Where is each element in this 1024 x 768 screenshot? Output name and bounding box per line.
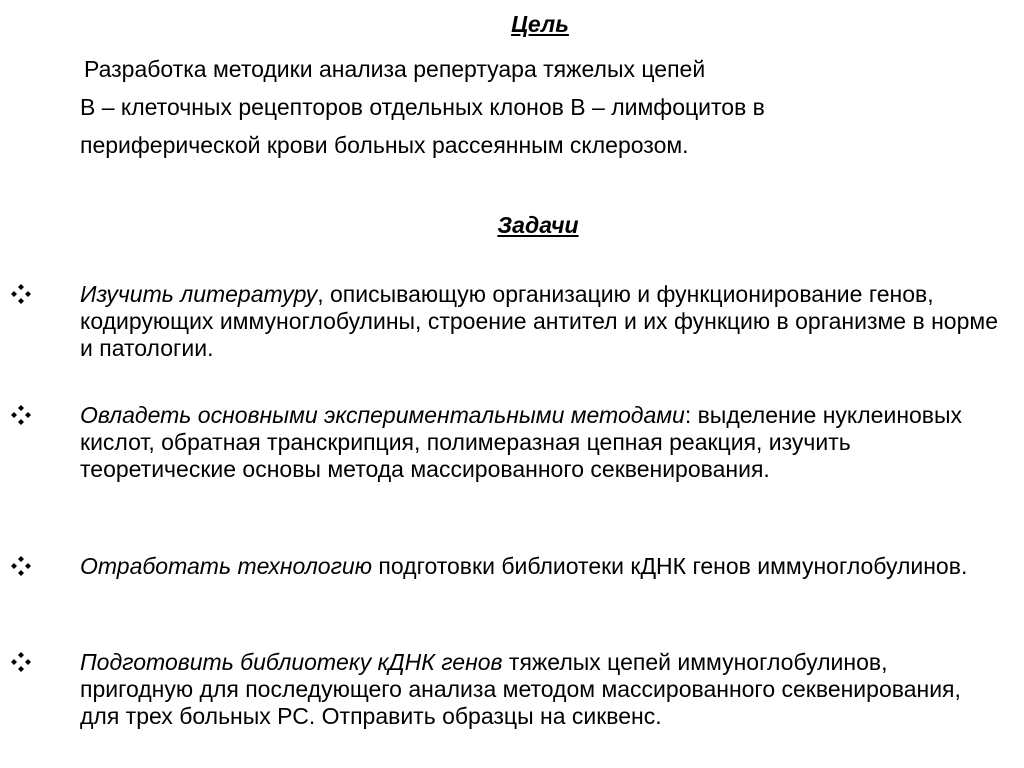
four-diamond-bullet-icon [10,404,32,426]
task-emphasis: Овладеть основными экспериментальными методами [80,402,685,428]
task-item [80,553,1000,580]
four-diamond-bullet-icon [10,283,32,305]
goal-line: периферической крови больных рассеянным склерозом. [80,132,689,158]
task-emphasis: Подготовить библиотеку кДНК генов [80,649,503,675]
task-text: тяжелых цепей иммуноглобулинов, пригодную для последующего анализа методом массированного секвенирования, для трех больных РС. Отправить образцы на сиквенс. [80,649,961,729]
task-emphasis: Отработать технологию [80,553,373,579]
tasks-title: Задачи [497,212,579,238]
task-item [80,402,1000,483]
task-item [80,649,1000,730]
task-text: подготовки библиотеки кДНК генов иммуноглобулинов. [372,553,968,579]
goal-title: Цель [511,11,569,37]
task-text: : выделение нуклеиновых кислот, обратная транскрипция, полимеразная цепная реакция, изучить теоретические основы метода массированного секвенирования. [80,402,963,482]
task-item [80,281,1000,362]
goal-line: Разработка методики анализа репертуара тяжелых цепей [84,56,706,82]
task-emphasis: Изучить литературу [80,281,318,307]
goal-line: В – клеточных рецепторов отдельных клонов В – лимфоцитов в [80,94,765,120]
goal-text [80,50,765,164]
task-text: , описывающую организацию и функционирование генов, кодирующих иммуноглобулины, строение антител и их функцию в организме в норме и патологии. [80,281,998,361]
four-diamond-bullet-icon [10,651,32,673]
four-diamond-bullet-icon [10,555,32,577]
